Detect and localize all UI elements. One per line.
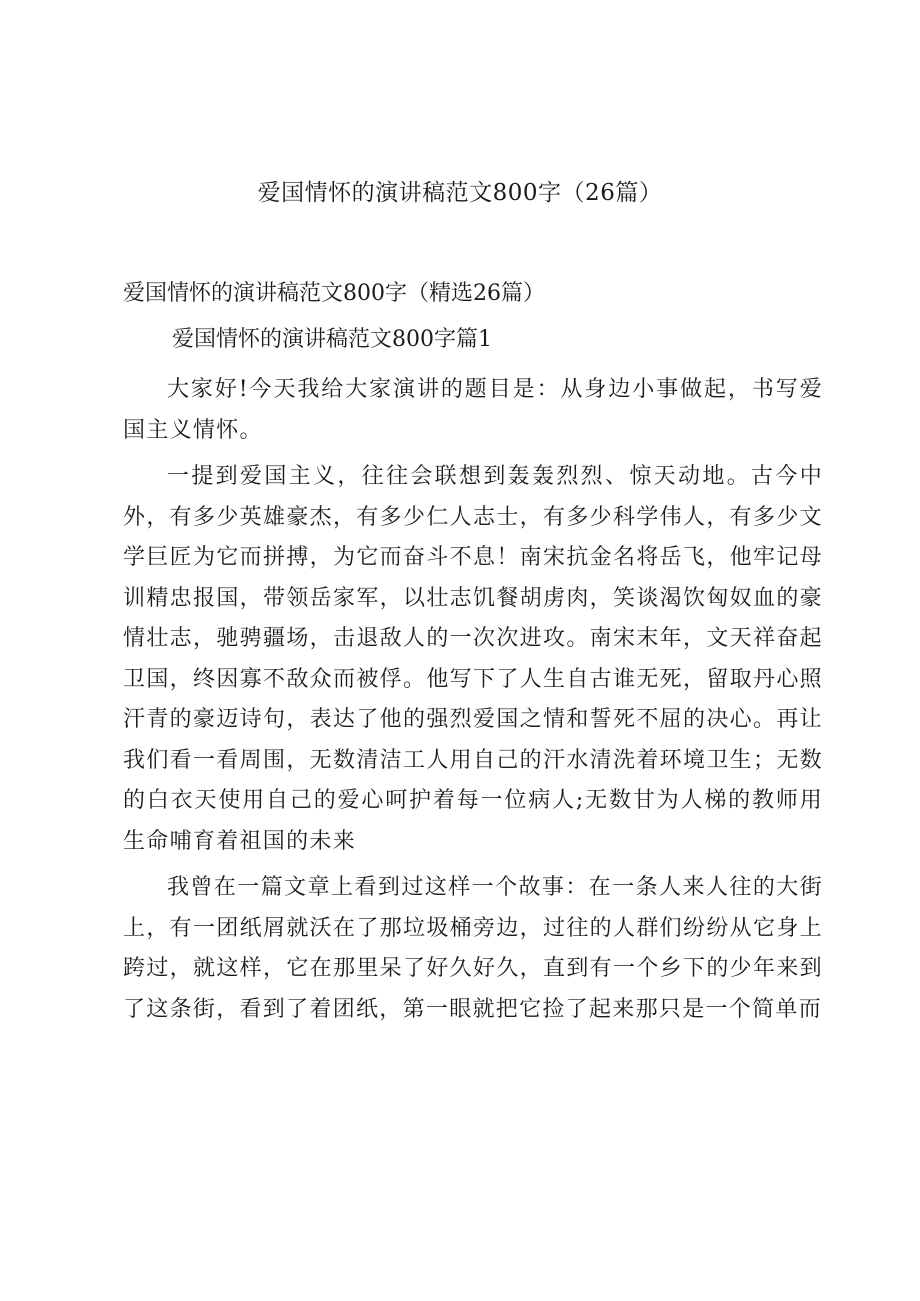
body-text: [123, 370, 823, 1036]
section-heading: 爱国情怀的演讲稿范文800字篇1: [172, 327, 492, 352]
document-title: 爱国情怀的演讲稿范文800字（26篇）: [257, 180, 663, 206]
paragraph: 一提到爱国主义，往往会联想到轰轰烈烈、惊天动地。古今中外，有多少英雄豪杰，有多少仁人志士，有多少科学伟人，有多少文学巨匠为它而拼搏，为它而奋斗不息！南宋抗金名将岳飞，他牢记母训精忠报国，带领岳家军，以壮志饥餐胡虏肉，笑谈渴饮匈奴血的豪情壮志，驰骋疆场，击退敌人的一次次进攻。南宋末年，文天祥奋起卫国，终因寡不敌众而被俘。他写下了人生自古谁无死，留取丹心照汗青的豪迈诗句，表达了他的强烈爱国之情和誓死不屈的决心。再让我们看一看周围，无数清洁工人用自己的汗水清洗着环境卫生；无数的白衣天使用自己的爱心呵护着每一位病人;无数甘为人梯的教师用生命哺育着祖国的未来: [123, 464, 823, 854]
document-subtitle: 爱国情怀的演讲稿范文800字（精选26篇）: [123, 281, 545, 306]
paragraph: 我曾在一篇文章上看到过这样一个故事：在一条人来人往的大街上，有一团纸屑就沃在了那垃圾桶旁边，过往的人群们纷纷从它身上跨过，就这样，它在那里呆了好久好久，直到有一个乡下的少年来到了这条街，看到了着团纸，第一眼就把它捡了起来那只是一个简单而: [123, 875, 823, 1022]
paragraph: 大家好!今天我给大家演讲的题目是：从身边小事做起，书写爱国主义情怀。: [123, 377, 823, 443]
